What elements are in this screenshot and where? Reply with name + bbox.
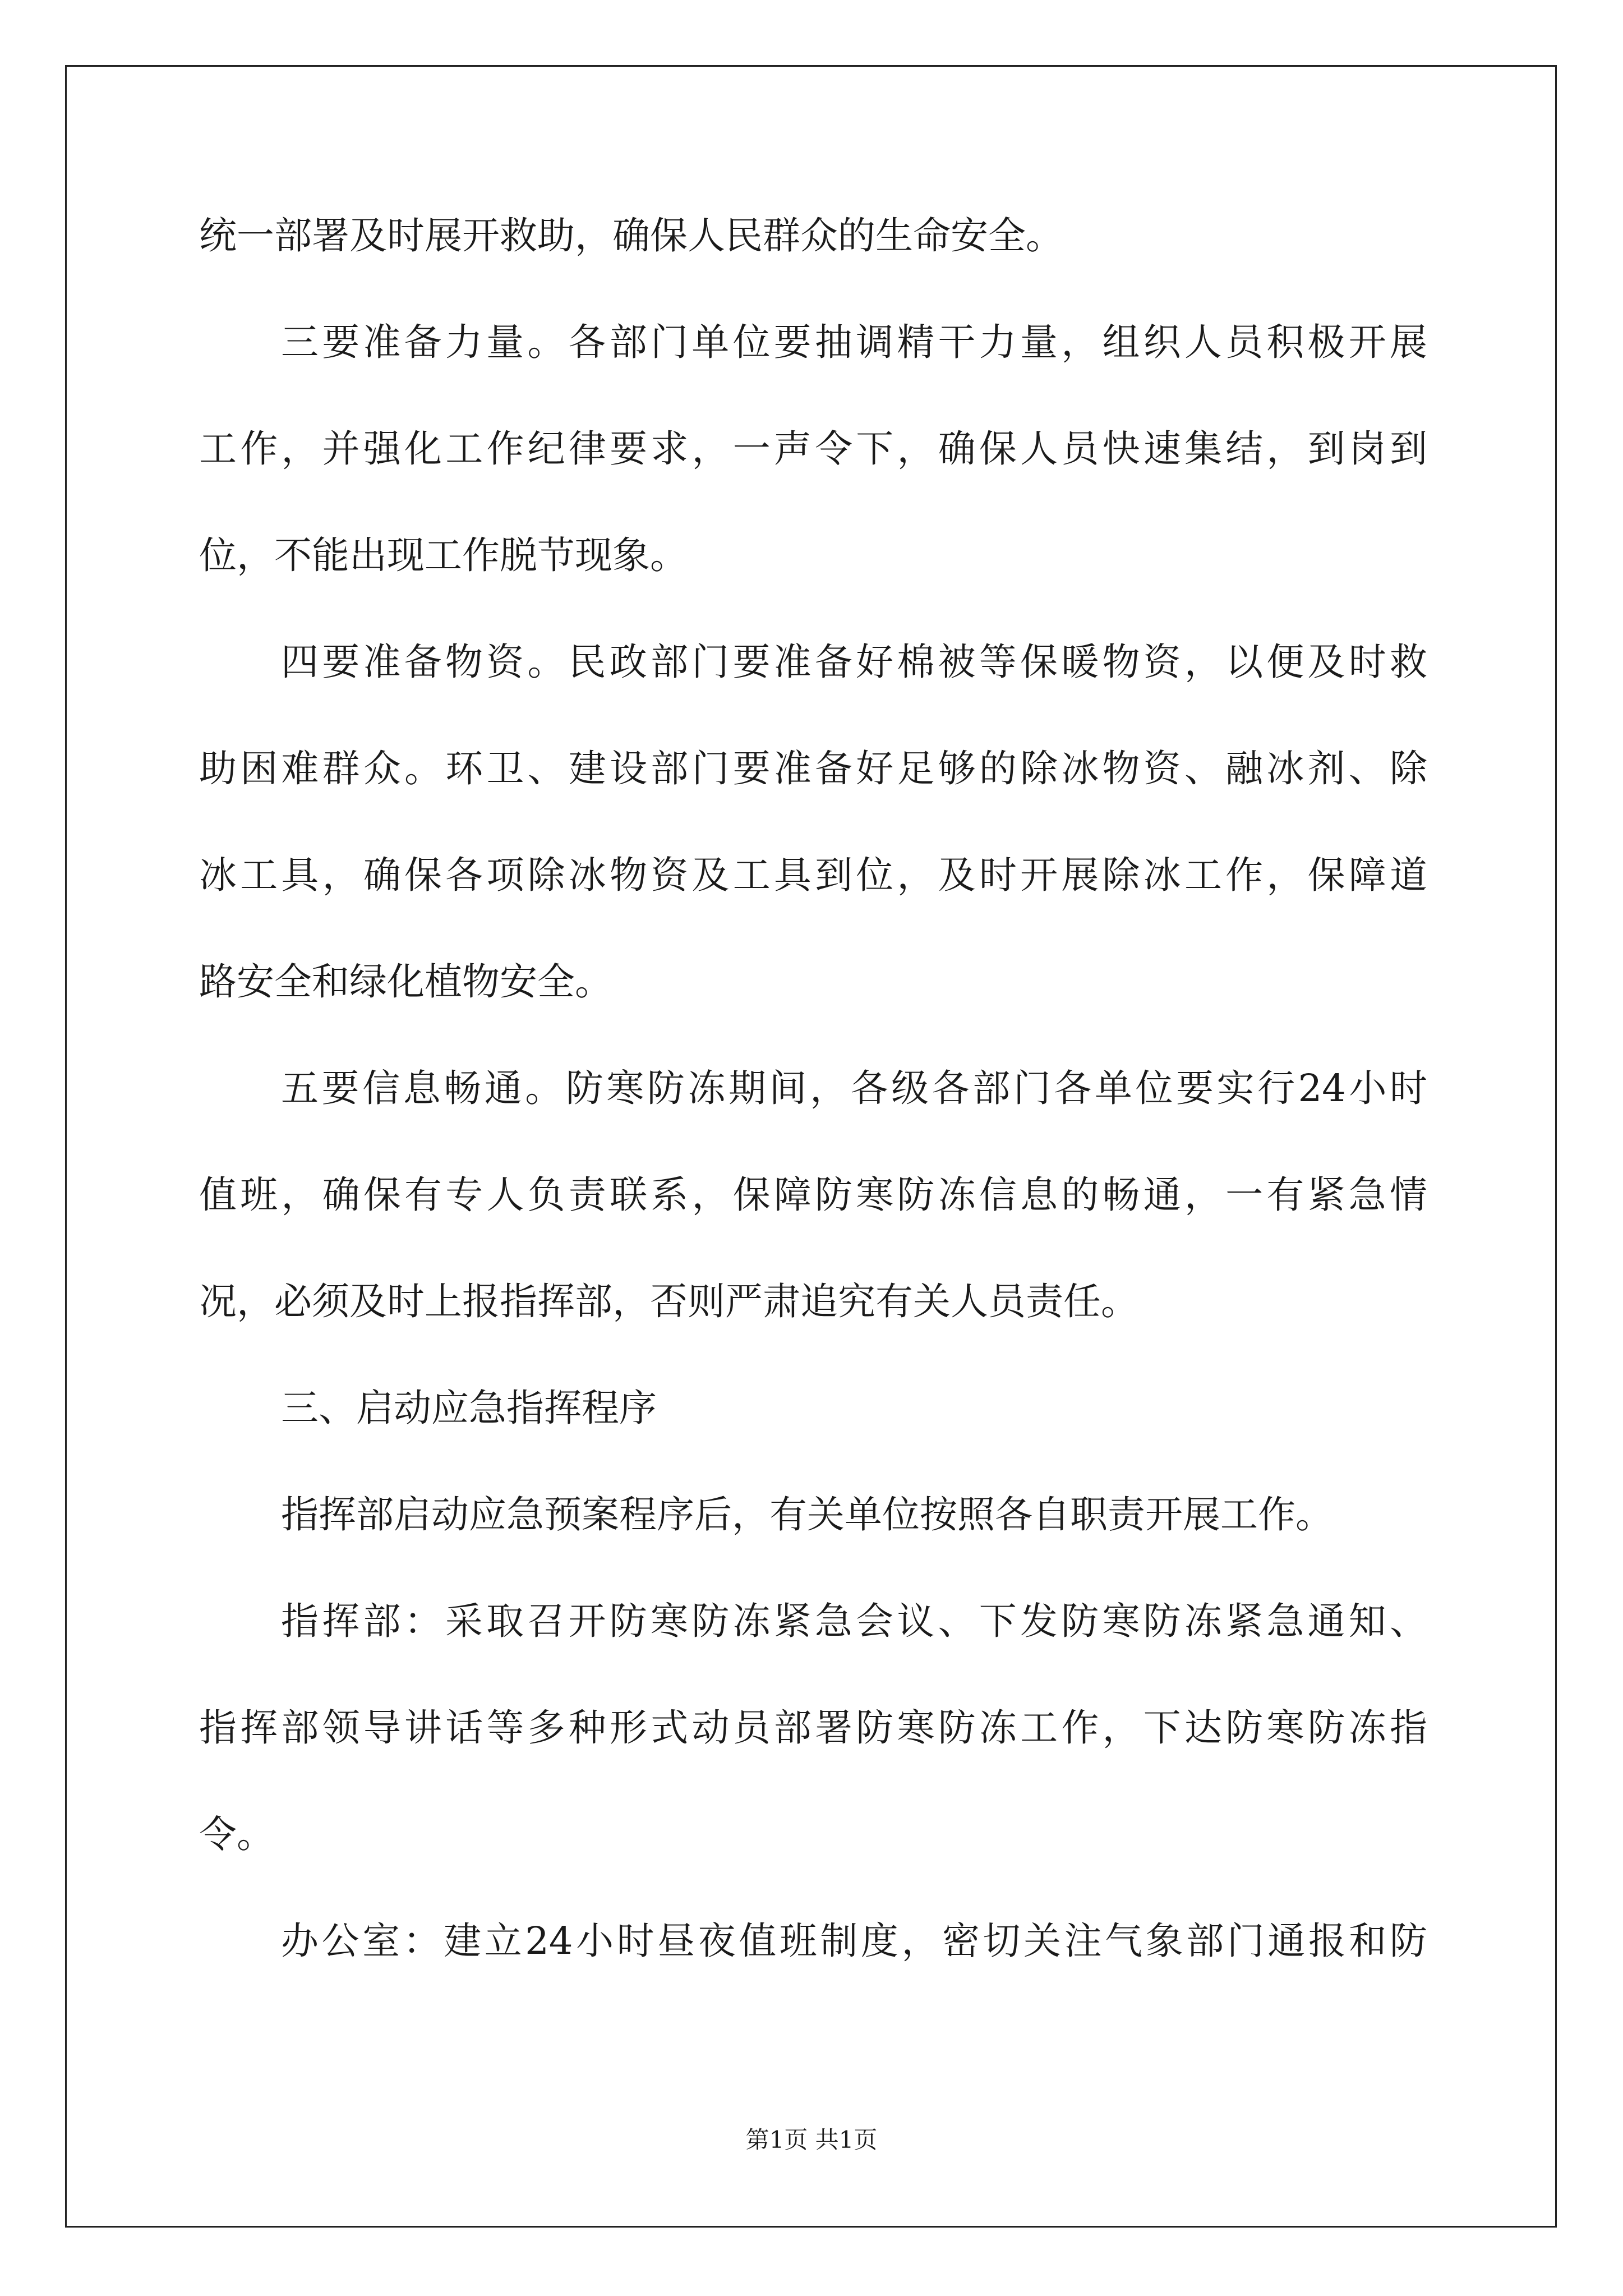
section-heading: 三、启动应急指挥程序 [281,1386,657,1430]
text-line: 指挥部启动应急预案程序后，有关单位按照各自职责开展工作。 [281,1493,1333,1536]
text-line: 统一部署及时展开救助，确保人民群众的生命安全。 [199,214,1063,257]
text-line: 工作，并强化工作纪律要求，一声令下，确保人员快速集结，到岗到 [199,427,1427,471]
text-line: 位，不能出现工作脱节现象。 [199,533,688,577]
text-line: 办公室：建立24小时昼夜值班制度，密切关注气象部门通报和防 [281,1919,1427,1963]
text-line: 冰工具，确保各项除冰物资及工具到位，及时开展除冰工作，保障道 [199,853,1427,897]
text-line: 令。 [199,1812,274,1856]
page-border [65,65,1557,2228]
text-line: 指挥部领导讲话等多种形式动员部署防寒防冻工作，下达防寒防冻指 [199,1706,1427,1750]
text-line: 况，必须及时上报指挥部，否则严肃追究有关人员责任。 [199,1280,1138,1323]
text-line: 四要准备物资。民政部门要准备好棉被等保暖物资，以便及时救 [281,640,1427,684]
text-line: 五要信息畅通。防寒防冻期间，各级各部门各单位要实行24小时 [281,1066,1427,1110]
text-line: 值班，确保有专人负责联系，保障防寒防冻信息的畅通，一有紧急情 [199,1173,1427,1217]
page-footer: 第1页 共1页 [745,2126,878,2154]
text-line: 路安全和绿化植物安全。 [199,960,612,1004]
text-line: 助困难群众。环卫、建设部门要准备好足够的除冰物资、融冰剂、除 [199,747,1427,790]
text-line: 指挥部：采取召开防寒防冻紧急会议、下发防寒防冻紧急通知、 [281,1599,1427,1643]
text-line: 三要准备力量。各部门单位要抽调精干力量，组织人员积极开展 [281,320,1427,364]
